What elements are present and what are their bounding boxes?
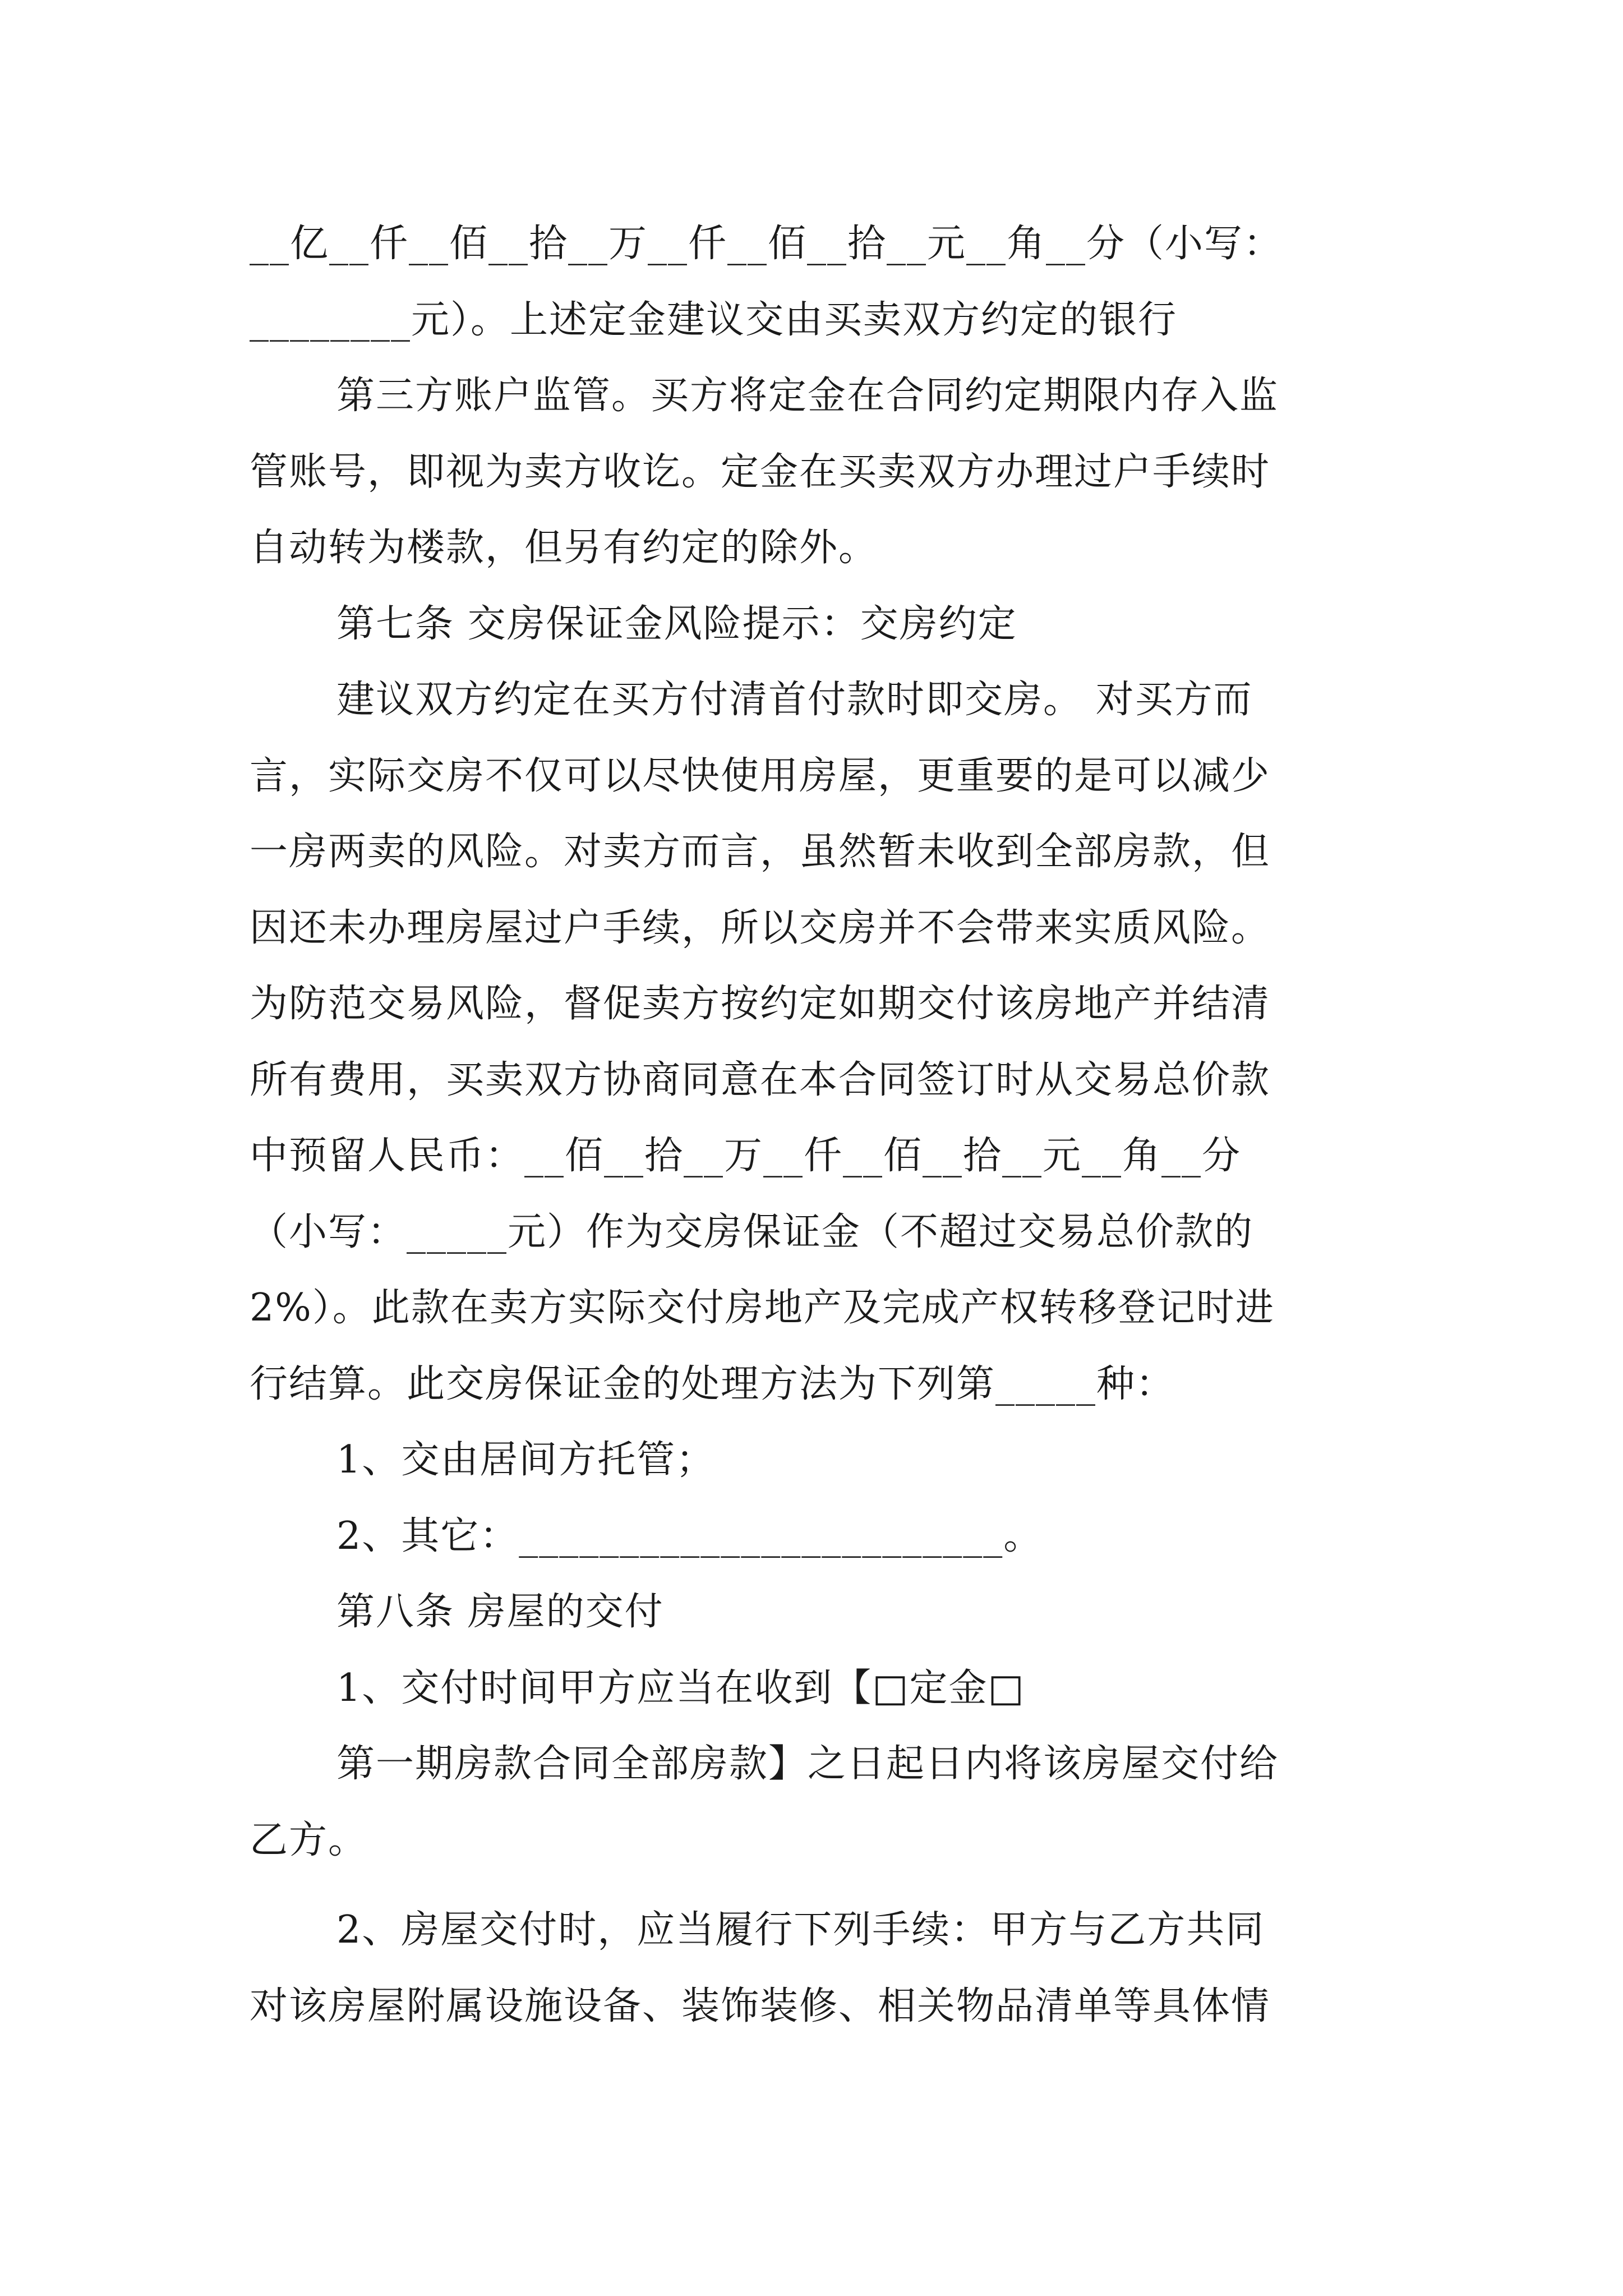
text-line: （小写：_____元）作为交房保证金（不超过交易总价款的 [250,1210,1254,1254]
text-line: 行结算。此交房保证金的处理方法为下列第_____种： [250,1362,1175,1406]
text-line: 建议双方约定在买方付清首付款时即交房。 对买方而 [336,678,1253,722]
text-line: 言，实际交房不仅可以尽快使用房屋，更重要的是可以减少 [250,754,1271,798]
text-line: 为防范交易风险，督促卖方按约定如期交付该房地产并结清 [250,982,1271,1026]
list-item: 2、其它：________________________。 [336,1514,1043,1558]
text-line: 自动转为楼款，但另有约定的除外。 [250,526,878,570]
text-line: 第三方账户监管。买方将定金在合同约定期限内存入监 [336,374,1279,418]
text-line: 第一期房款合同全部房款】之日起日内将该房屋交付给 [336,1742,1279,1786]
text-line: 管账号，即视为卖方收讫。定金在买卖双方办理过户手续时 [250,450,1271,494]
list-item: 1、交由居间方托管； [336,1438,716,1482]
text-line: 对该房屋附属设施设备、装饰装修、相关物品清单等具体情 [250,1984,1271,2028]
section-heading: 第八条 房屋的交付 [336,1590,664,1634]
section-heading: 第七条 交房保证金风险提示：交房约定 [336,602,1017,646]
text-line: 因还未办理房屋过户手续，所以交房并不会带来实质风险。 [250,906,1271,950]
text-line: 所有费用，买卖双方协商同意在本合同签订时从交易总价款 [250,1058,1271,1102]
text-line: 2%）。此款在卖方实际交付房地产及完成产权转移登记时进 [250,1286,1275,1330]
text-line: 乙方。 [250,1818,368,1862]
list-item: 2、房屋交付时，应当履行下列手续：甲方与乙方共同 [336,1908,1265,1952]
text-line: 中预留人民币：__佰__拾__万__仟__佰__拾__元__角__分 [250,1134,1242,1178]
text-line: ________元）。上述定金建议交由买卖双方约定的银行 [250,298,1178,342]
list-item: 1、交付时间甲方应当在收到【□定金□ [336,1666,1025,1710]
text-line: __亿__仟__佰__拾__万__仟__佰__拾__元__角__分（小写： [250,222,1283,266]
text-line: 一房两卖的风险。对卖方而言，虽然暂未收到全部房款，但 [250,830,1271,874]
